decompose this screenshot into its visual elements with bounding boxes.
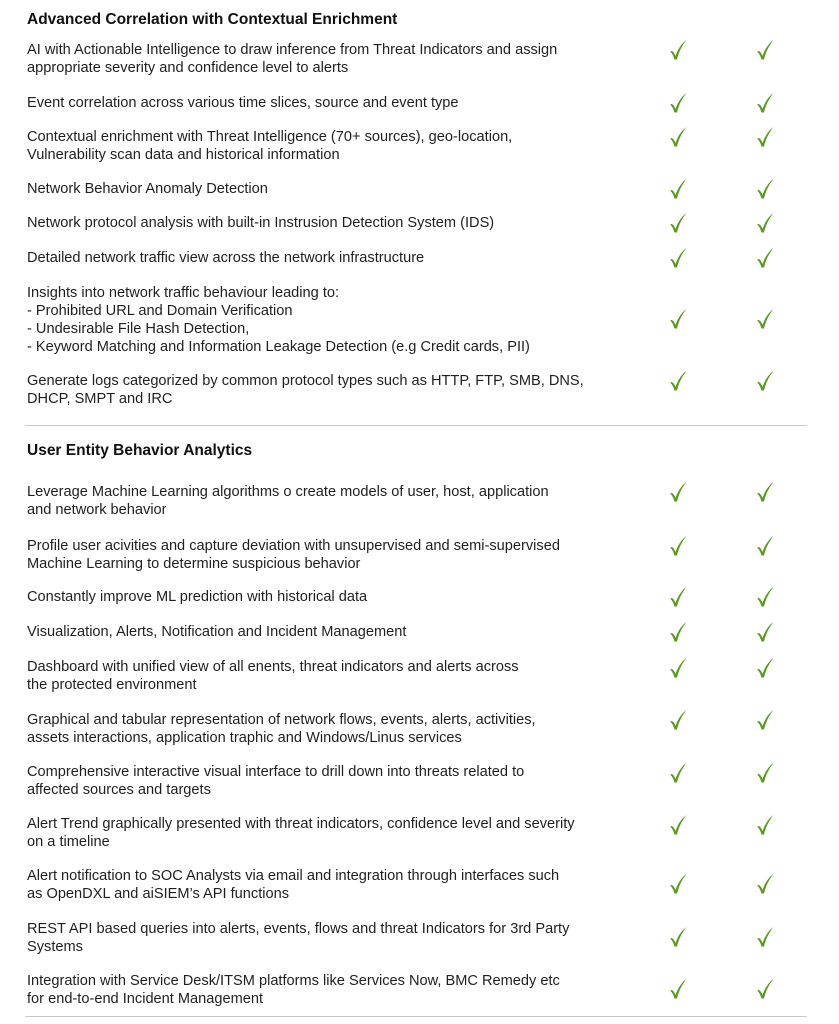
check-icon (668, 535, 688, 557)
check-icon (668, 873, 688, 895)
check-icon (668, 978, 688, 1000)
section-divider (25, 1016, 807, 1017)
check-icon (668, 814, 688, 836)
feature-text: Generate logs categorized by common protocol types such as HTTP, FTP, SMB, DNS, DHCP, SMPT and IRC (27, 373, 584, 407)
check-icon (668, 212, 688, 234)
feature-text: AI with Actionable Intelligence to draw inference from Threat Indicators and assign appropriate severity and confidence level to alerts (27, 42, 558, 76)
check-icon (755, 978, 775, 1000)
feature-text: Profile user acivities and capture deviation with unsupervised and semi-supervised Machine Learning to determine suspicious behavior (27, 538, 560, 572)
feature-text: Network protocol analysis with built-in Instrusion Detection System (IDS) (27, 215, 495, 231)
check-icon (668, 621, 688, 643)
check-icon (755, 481, 775, 503)
check-icon (668, 586, 688, 608)
check-icon (755, 621, 775, 643)
check-icon (755, 92, 775, 114)
check-icon (668, 247, 688, 269)
check-icon (668, 126, 688, 148)
feature-text: Integration with Service Desk/ITSM platforms like Services Now, BMC Remedy etc for end-to-end Incident Management (27, 973, 560, 1007)
section-title-advanced-correlation: Advanced Correlation with Contextual Enrichment (27, 11, 398, 28)
check-icon (755, 370, 775, 392)
check-icon (755, 535, 775, 557)
check-icon (668, 39, 688, 61)
feature-text: Visualization, Alerts, Notification and Incident Management (27, 624, 407, 640)
check-icon (755, 926, 775, 948)
check-icon (668, 308, 688, 330)
check-icon (668, 709, 688, 731)
feature-text: Event correlation across various time slices, source and event type (27, 95, 459, 111)
feature-text: REST API based queries into alerts, events, flows and threat Indicators for 3rd Party Systems (27, 921, 570, 955)
check-icon (755, 762, 775, 784)
feature-text: Insights into network traffic behaviour leading to: - Prohibited URL and Domain Verification - Undesirable File Hash Detection, - Keyword Matching and Information Leakage Detection (e.g Credit cards, PII) (27, 285, 530, 355)
check-icon (755, 39, 775, 61)
check-icon (668, 762, 688, 784)
feature-text: Graphical and tabular representation of network flows, events, alerts, activities, assets interactions, application traphic and Windows/Linus services (27, 712, 536, 746)
check-icon (755, 178, 775, 200)
feature-text: Contextual enrichment with Threat Intelligence (70+ sources), geo-location, Vulnerability scan data and historical information (27, 129, 513, 163)
check-icon (668, 370, 688, 392)
feature-text: Network Behavior Anomaly Detection (27, 181, 268, 197)
check-icon (755, 709, 775, 731)
check-icon (668, 92, 688, 114)
section-divider (25, 425, 807, 426)
check-icon (668, 481, 688, 503)
feature-text: Alert notification to SOC Analysts via email and integration through interfaces such as OpenDXL and aiSIEM’s API functions (27, 868, 560, 902)
check-icon (755, 212, 775, 234)
check-icon (755, 247, 775, 269)
feature-text: Alert Trend graphically presented with threat indicators, confidence level and severity on a timeline (27, 816, 575, 850)
check-icon (755, 657, 775, 679)
feature-text: Dashboard with unified view of all enents, threat indicators and alerts across the protected environment (27, 659, 519, 693)
check-icon (755, 126, 775, 148)
feature-text: Constantly improve ML prediction with historical data (27, 589, 368, 605)
check-icon (755, 586, 775, 608)
check-icon (668, 178, 688, 200)
check-icon (755, 873, 775, 895)
check-icon (668, 926, 688, 948)
feature-text: Leverage Machine Learning algorithms o create models of user, host, application and network behavior (27, 484, 549, 518)
check-icon (755, 308, 775, 330)
feature-text: Detailed network traffic view across the network infrastructure (27, 250, 425, 266)
check-icon (755, 814, 775, 836)
section-title-user-entity-behavior-analytics: User Entity Behavior Analytics (27, 442, 253, 459)
check-icon (668, 657, 688, 679)
feature-text: Comprehensive interactive visual interface to drill down into threats related to affected sources and targets (27, 764, 525, 798)
